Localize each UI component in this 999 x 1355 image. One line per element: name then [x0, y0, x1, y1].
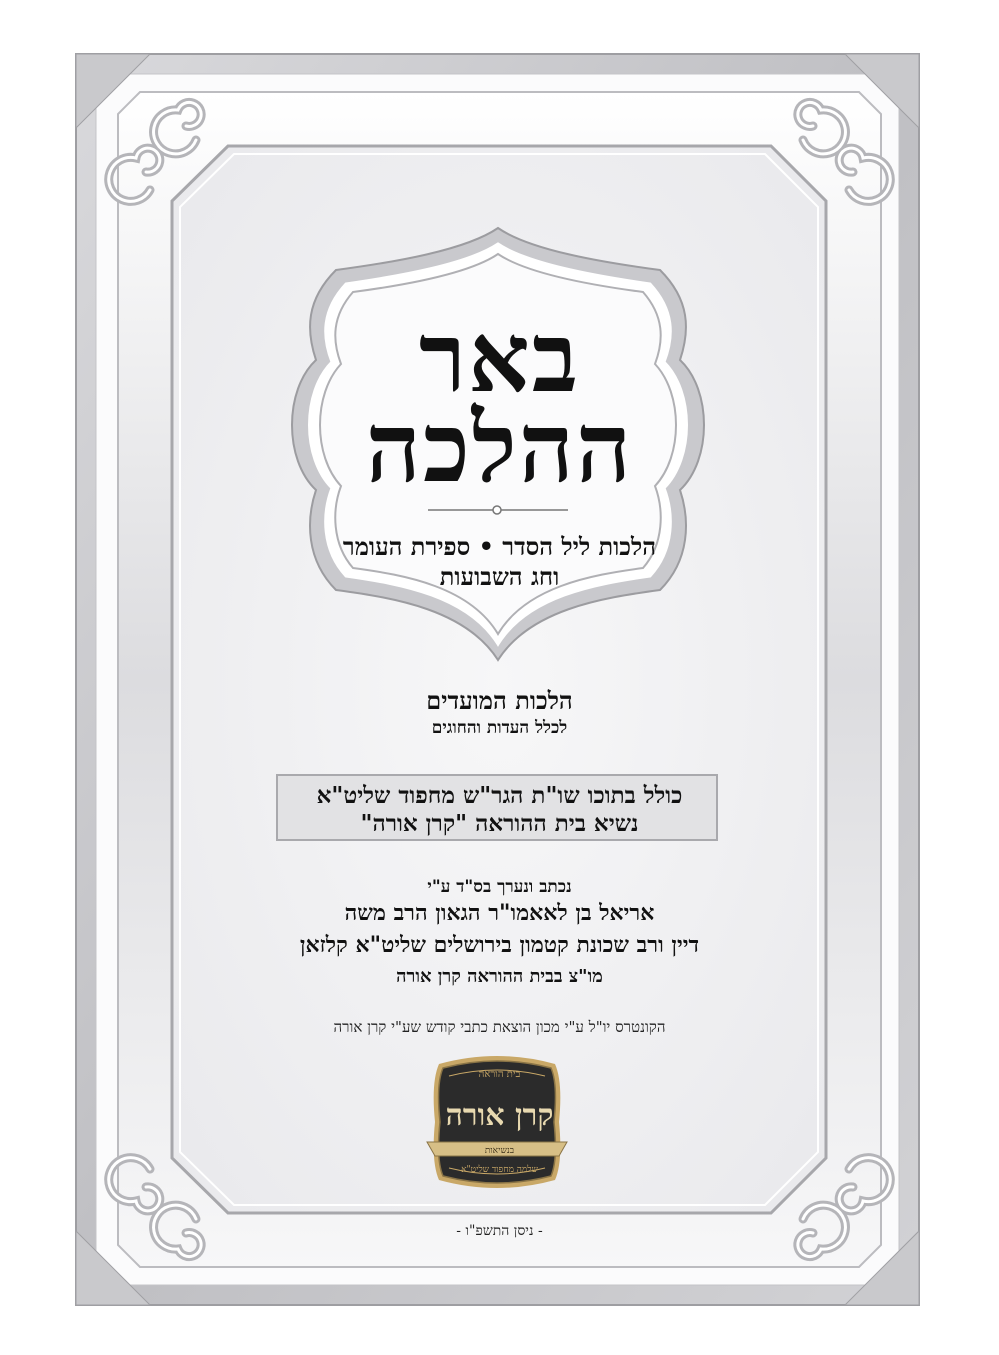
author-line-3: דיין ורב שכונת קטמון בירושלים שליט"א קלזאן — [299, 932, 700, 958]
subtitle-line-2: וחג השבועות — [439, 562, 560, 591]
author-line-1: נכתב ונערך בס"ד ע"י — [427, 877, 572, 897]
logo-bottom-text: שלמה מחפוד שליט"א — [461, 1165, 538, 1175]
info-box-line-2: נשיא בית ההוראה "קרן אורה" — [360, 810, 639, 837]
section-subheading: לכלל העדות והחוגים — [431, 718, 568, 738]
publication-date: - ניסן התשפ"ו - — [456, 1223, 543, 1239]
author-line-4: מו"צ בבית ההוראה קרן אורה — [396, 966, 603, 987]
publisher-note: הקונטרס יו"ל ע"י מכון הוצאת כתבי קודש שע"י קרן אורה — [333, 1018, 666, 1036]
title-line-1: באר — [418, 301, 581, 414]
logo-top-text: בית הוראה — [478, 1069, 521, 1080]
subtitle-line-1: הלכות ליל הסדר • ספירת העומר — [342, 532, 657, 561]
author-line-2: אריאל בן לאאמו"ר הגאון הרב משה — [344, 900, 655, 926]
section-heading: הלכות המועדים — [426, 686, 573, 715]
info-box-line-1: כולל בתוכו שו"ת הגר"ש מחפוד שליט"א — [316, 782, 683, 809]
title-line-2: ההלכה — [365, 391, 634, 504]
logo-ribbon-text: בנשיאות — [484, 1146, 515, 1156]
logo-main-text: קרן אורה — [445, 1098, 554, 1133]
